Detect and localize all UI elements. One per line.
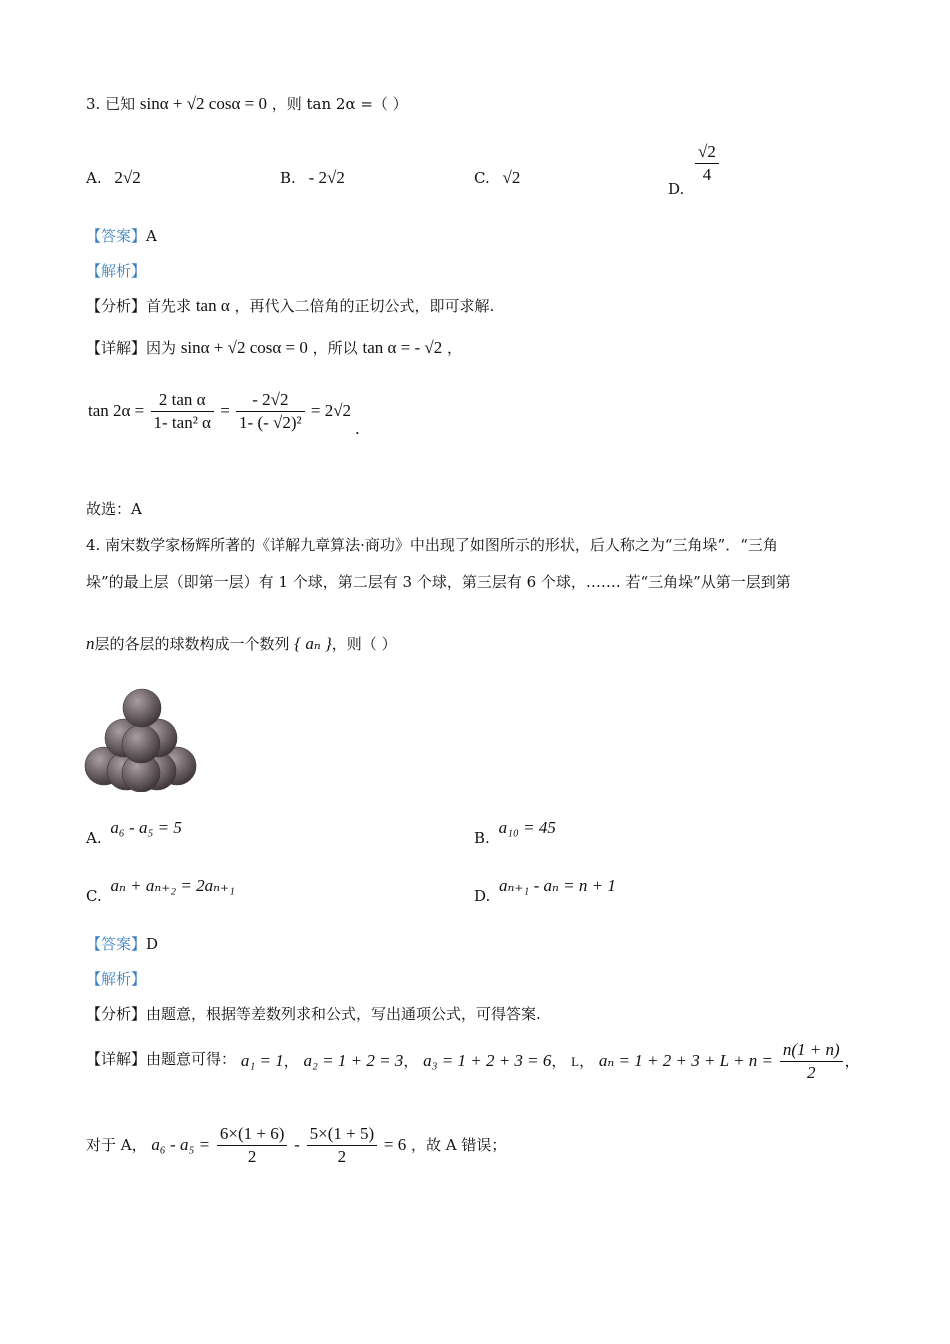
q3-analysis-heading: 【解析】 xyxy=(86,262,147,280)
q3-fenxi: 【分析】首先求 tan α ，再代入二倍角的正切公式，即可求解. xyxy=(86,296,495,315)
q4-stem-line3: n层的各层的球数构成一个数列 { aₙ }，则（ ） xyxy=(86,634,397,653)
q3-option-c: C. √2 xyxy=(474,168,521,187)
q3-answer: 【答案】A xyxy=(86,227,157,245)
q4-stem-line2: 垛”的最上层（即第一层）有 1 个球，第二层有 3 个球，第三层有 6 个球，……. 若“三角垛”从第一层到第 xyxy=(86,573,791,591)
q4-check-a: 对于 A， a₆ - a₅ = $\frac{6\times(1 + 6)}{2}$ - $\frac{5\times(1 + 5)}{2}$ = 6 ，故 A 错误； xyxy=(86,1124,507,1167)
triangular-pile-figure xyxy=(84,686,200,792)
q3-conclusion: 故选：A xyxy=(86,500,142,518)
q4-option-c: C. aₙ + aₙ₊₂ = 2aₙ₊₁ xyxy=(86,876,235,905)
q4-xiangjie: 【详解】由题意可得： a₁ = 1， a₂ = 1 + 2 = 3， a₃ = 1 + 2 + 3 = 6， L， aₙ = 1 + 2 + 3 + L + n = $\frac{n(1 + n)}{2}$ ， xyxy=(86,1040,860,1083)
q4-stem-line1: 4. 南宋数学家杨辉所著的《详解九章算法·商功》中出现了如图所示的形状，后人称之为“三角垛”．“三角 xyxy=(86,536,778,554)
q3-xiangjie: 【详解】因为 sinα + √2 cosα = 0 ，所以 tan α = - √2 ， xyxy=(86,338,463,357)
q3-option-d: D. $\frac{√2}{4}$ xyxy=(668,142,721,185)
q4-analysis-heading: 【解析】 xyxy=(86,970,147,988)
q4-answer: 【答案】D xyxy=(86,935,159,953)
pile-top-row xyxy=(123,689,161,727)
q3-tan2a-formula: tan 2α = $\frac{\text{2 tan α}}{\text{1- tan² α}}$ = $\frac{- 2√2}{\text{1- (- √2)²}}$ = 2√2 . xyxy=(88,390,360,438)
q4-fenxi: 【分析】由题意，根据等差数列求和公式，写出通项公式，可得答案. xyxy=(86,1005,541,1023)
q4-option-a: A. a₆ - a₅ = 5 xyxy=(86,818,182,847)
q3-stem: 3. 已知 sinα + √2 cosα = 0 ，则 tan 2α =（ ） xyxy=(86,94,408,113)
q3-option-a: A. 2√2 xyxy=(86,168,141,187)
q3-stem-equation: sinα + √2 cosα = 0 xyxy=(139,94,267,113)
q4-option-d: D. aₙ₊₁ - aₙ = n + 1 xyxy=(474,876,616,905)
q3-option-b: B. - 2√2 xyxy=(280,168,345,187)
q4-option-b: B. a₁₀ = 45 xyxy=(474,818,556,847)
